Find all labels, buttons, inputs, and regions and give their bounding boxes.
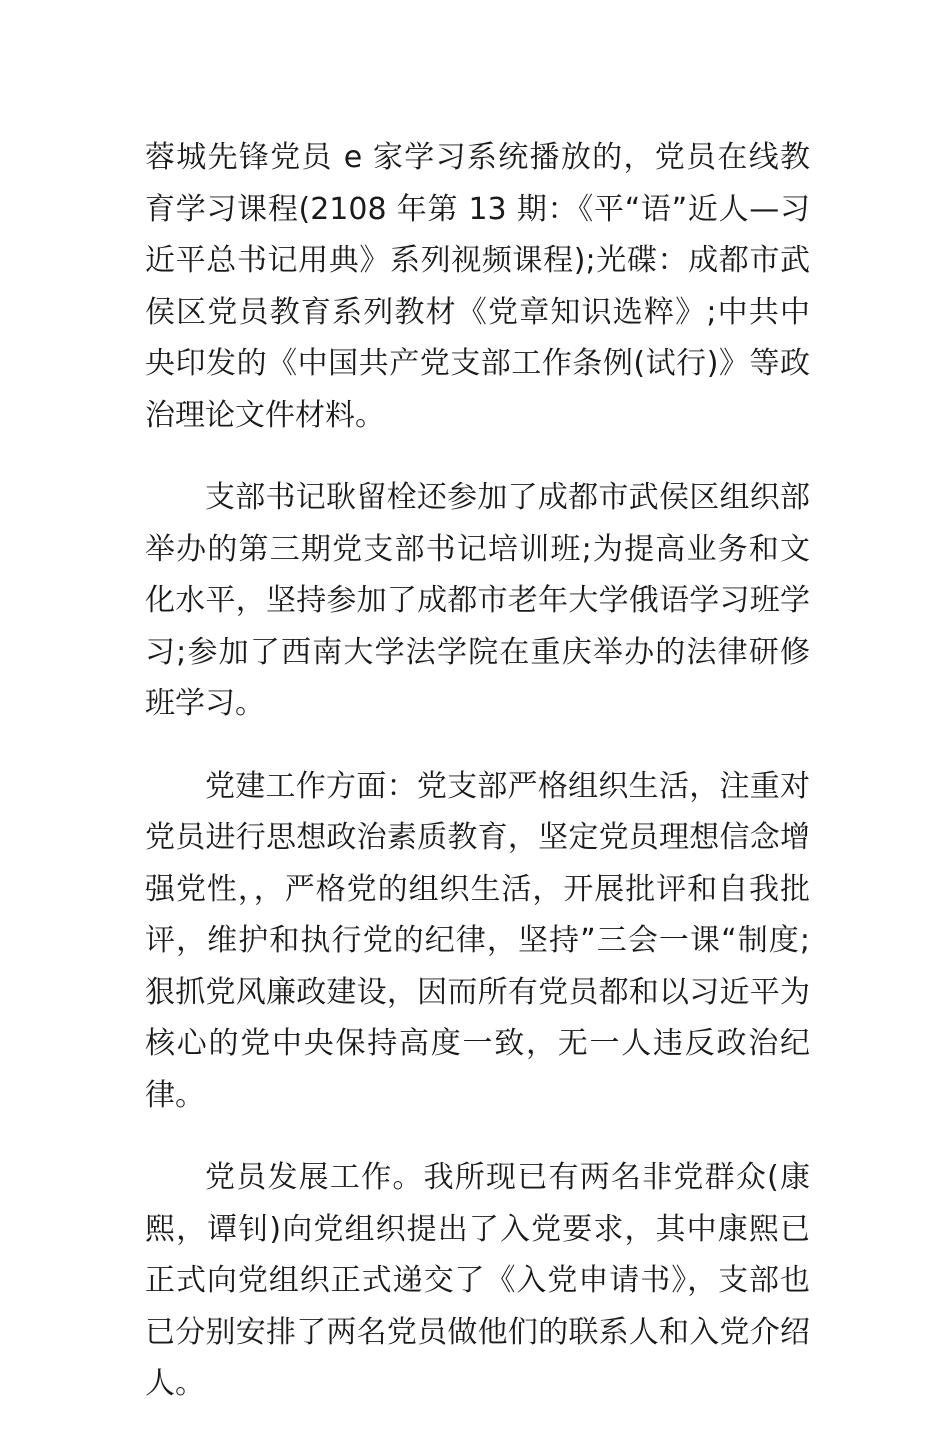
paragraph-party-building: 党建工作方面：党支部严格组织生活，注重对党员进行思想政治素质教育，坚定党员理想信念增强党性，，严格党的组织生活，开展批评和自我批评，维护和执行党的纪律，坚持”三会一课“制度;狠抓党风廉政建设，因而所有党员都和以习近平为核心的党中央保持高度一致，无一人违反政治纪律。 <box>145 768 810 1113</box>
document-body <box>145 132 810 1441</box>
paragraph-member-development: 党员发展工作。我所现已有两名非党群众(康熙，谭钊)向党组织提出了入党要求，其中康熙已正式向党组织正式递交了《入党申请书》，支部也已分别安排了两名党员做他们的联系人和入党介绍人。 <box>145 1160 810 1401</box>
paragraph-secretary-training: 支部书记耿留栓还参加了成都市武侯区组织部举办的第三期党支部书记培训班;为提高业务和文化水平，坚持参加了成都市老年大学俄语学习班学习;参加了西南大学法学院在重庆举办的法律研修班学习。 <box>145 480 810 721</box>
paragraph-study-materials: 蓉城先锋党员 e 家学习系统播放的，党员在线教育学习课程(2108 年第 13 期：《平“语”近人—习近平总书记用典》系列视频课程);光碟：成都市武侯区党员教育系列教材《党章知识选粹》;中共中央印发的《中国共产党支部工作条例(试行)》等政治理论文件材料。 <box>145 140 810 433</box>
